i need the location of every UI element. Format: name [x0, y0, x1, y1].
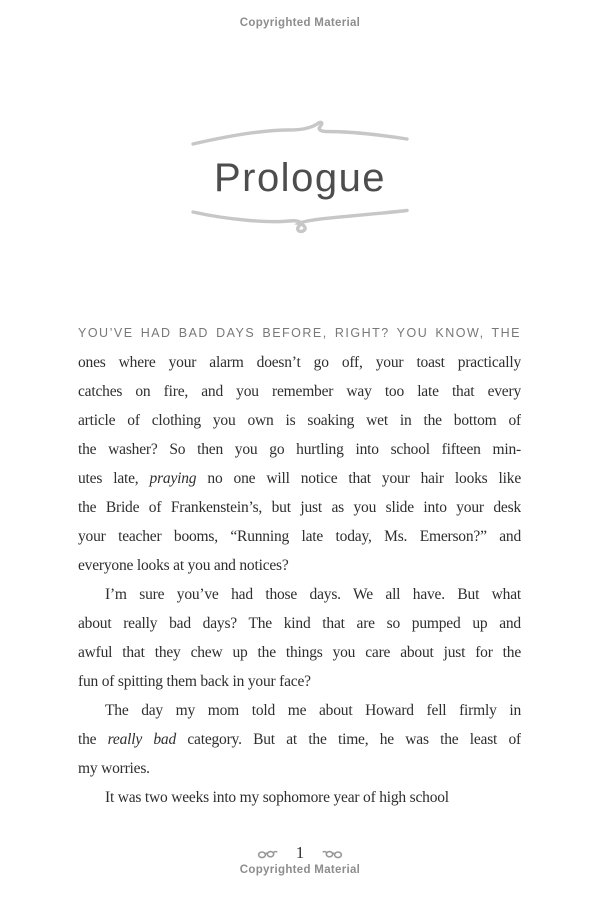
body-line-11 [78, 609, 521, 638]
text-segment: about really bad days? The kind that are so pumped up and [78, 615, 521, 632]
body-line-1 [78, 319, 521, 348]
body-line-9 [78, 551, 521, 580]
text-segment: I’m sure you’ve had those days. We all have. But what [105, 586, 521, 603]
text-segment: fun of spitting them back in your face? [78, 673, 311, 690]
copyright-notice-bottom: Copyrighted Material [239, 864, 361, 876]
body-line-15 [78, 725, 521, 754]
chapter-title: Prologue [213, 156, 387, 200]
body-line-12 [78, 638, 521, 667]
glasses-right-icon [321, 847, 345, 860]
text-segment: article of clothing you own is soaking wet in the bottom of [78, 412, 521, 429]
page-number: 1 [295, 843, 305, 862]
text-segment: your teacher booms, “Running late today, Ms. Emerson?” and [78, 528, 521, 545]
body-line-16 [78, 754, 521, 783]
body-line-8 [78, 522, 521, 551]
body-line-4 [78, 406, 521, 435]
copyright-notice-top: Copyrighted Material [239, 17, 361, 29]
flourish-bottom-icon [189, 200, 411, 236]
text-segment: no one will notice that your hair looks like [196, 470, 521, 487]
body-line-5 [78, 435, 521, 464]
text-segment: the [78, 731, 108, 748]
text-segment: utes late, [78, 470, 150, 487]
text-segment: my worries. [78, 760, 150, 777]
chapter-heading [0, 118, 600, 236]
body-line-10 [78, 580, 521, 609]
body-text [78, 319, 521, 812]
body-line-6 [78, 464, 521, 493]
body-line-2 [78, 348, 521, 377]
text-segment: the Bride of Frankenstein’s, but just as you slide into your desk [78, 499, 521, 516]
text-segment: the washer? So then you go hurtling into school fifteen min- [78, 441, 521, 458]
text-segment: It was two weeks into my sophomore year of high school [105, 789, 449, 806]
body-line-3 [78, 377, 521, 406]
text-segment: catches on fire, and you remember way too late that every [78, 383, 521, 400]
body-line-7 [78, 493, 521, 522]
text-segment: YOU’VE HAD BAD DAYS BEFORE, RIGHT? YOU KNOW, THE [78, 326, 521, 340]
text-segment: The day my mom told me about Howard fell firmly in [105, 702, 521, 719]
text-segment: ones where your alarm doesn’t go off, your toast practically [78, 354, 521, 371]
text-segment: awful that they chew up the things you care about just for the [78, 644, 521, 661]
glasses-left-icon [255, 847, 279, 860]
body-line-14 [78, 696, 521, 725]
text-segment: everyone looks at you and notices? [78, 557, 289, 574]
page-footer [0, 841, 600, 865]
italic-text: really bad [107, 731, 177, 748]
flourish-top-icon [189, 118, 411, 154]
text-segment: category. But at the time, he was the least of [176, 731, 521, 748]
body-line-17 [78, 783, 521, 812]
body-line-13 [78, 667, 521, 696]
italic-text: praying [149, 470, 197, 487]
